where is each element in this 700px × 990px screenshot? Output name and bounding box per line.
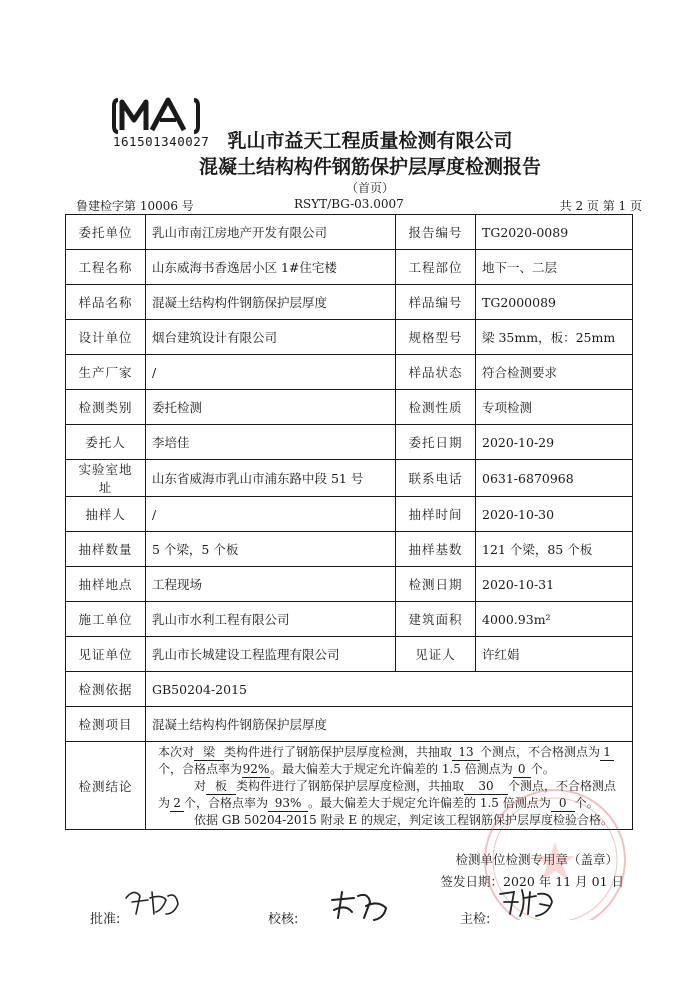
review-label: 校核: (268, 912, 299, 927)
row-value: 工程现场 (146, 567, 396, 602)
item-value: 混凝土结构构件钢筋保护层厚度 (146, 707, 633, 742)
table-row (66, 425, 633, 460)
issue-date: 签发日期：2020 年 11 月 01 日 (440, 874, 624, 889)
row-label: 施工单位 (66, 602, 146, 637)
row-value: 2020-10-31 (476, 567, 633, 602)
beam-points-value: 13 (452, 745, 480, 761)
conclusion-paragraph-judgement (158, 812, 620, 829)
row-label: 见证单位 (66, 637, 146, 672)
row-label: 工程部位 (396, 250, 476, 285)
text-segment: 个。 (530, 762, 555, 776)
text-segment: 。最大偏差大于规定允许偏差的 1.5 倍测点为 (308, 796, 551, 810)
text-segment: 类构件进行了钢筋保护层厚度检测，共抽取 (224, 745, 453, 759)
row-value: TG2020-0089 (476, 215, 633, 250)
row-value: 山东省威海市乳山市浦东路中段 51 号 (146, 460, 396, 497)
table-row (66, 460, 633, 497)
row-label: 规格型号 (396, 320, 476, 355)
row-label: 样品状态 (396, 355, 476, 390)
row-label: 抽样基数 (396, 532, 476, 567)
table-row (66, 497, 633, 532)
row-label: 抽样时间 (396, 497, 476, 532)
row-label: 实验室地址 (66, 460, 146, 497)
basis-label: 检测依据 (66, 672, 146, 707)
table-row (66, 567, 633, 602)
table-row (66, 355, 633, 390)
table-row (66, 602, 633, 637)
slab-max-value: 0 (551, 796, 575, 812)
row-value: 专项检测 (476, 390, 633, 425)
row-value: 梁 35mm，板：25mm (476, 320, 633, 355)
reviewer-signature (328, 888, 392, 924)
beam-fail-value: 1 (600, 745, 614, 761)
row-label: 检测性质 (396, 390, 476, 425)
text-segment: 对 (194, 779, 207, 793)
row-value: / (146, 355, 396, 390)
text-segment: 依据 GB 50204-2015 附录 E 的规定，判定该工程钢筋保护层厚度检验合格。 (194, 813, 614, 827)
row-value: 乳山市长城建设工程监理有限公司 (146, 637, 396, 672)
row-value: 121 个梁，85 个板 (476, 532, 633, 567)
row-value: 5 个梁，5 个板 (146, 532, 396, 567)
table-row (66, 320, 633, 355)
cert-number: 鲁建检字第 10006 号 (76, 199, 194, 213)
row-value: 山东威海书香逸居小区 1#住宅楼 (146, 250, 396, 285)
text-segment: 个。 (574, 796, 599, 810)
row-label: 抽样数量 (66, 532, 146, 567)
table-row (66, 390, 633, 425)
table-row (66, 285, 633, 320)
table-row (66, 532, 633, 567)
row-label: 检测日期 (396, 567, 476, 602)
company-name: 乳山市益天工程质量检测有限公司 (227, 130, 513, 152)
beam-type-value: 梁 (194, 745, 224, 761)
text-segment: 个测点，不合格测点为 (480, 745, 601, 759)
row-label: 委托单位 (66, 215, 146, 250)
row-label: 报告编号 (396, 215, 476, 250)
slab-type-value: 板 (206, 779, 236, 795)
beam-rate-value: 92% (242, 762, 270, 776)
basis-row (66, 672, 633, 707)
page-marker: （首页） (345, 181, 394, 195)
text-segment: 类构件进行了钢筋保护层厚度检测，共抽取 (236, 779, 465, 793)
row-label: 抽样地点 (66, 567, 146, 602)
text-segment: 个，合格点率为 (158, 762, 243, 776)
row-value: 混凝土结构构件钢筋保护层厚度 (146, 285, 396, 320)
beam-max-value: 0 (513, 762, 531, 778)
approve-label: 批准: (90, 912, 121, 927)
row-label: 设计单位 (66, 320, 146, 355)
report-title: 混凝土结构构件钢筋保护层厚度检测报告 (198, 156, 541, 178)
conclusion-row (66, 742, 633, 830)
doc-code: RSYT/BG-03.0007 (294, 197, 404, 211)
row-value: TG2000089 (476, 285, 633, 320)
conclusion-paragraph-beam (158, 744, 620, 778)
conclusion-paragraph-slab (158, 778, 620, 812)
row-value: 2020-10-29 (476, 425, 633, 460)
row-value: 委托检测 (146, 390, 396, 425)
text-segment: 个测点，不合格测点为 (158, 779, 617, 810)
text-segment: 。最大偏差大于规定允许偏差的 1.5 倍测点为 (270, 762, 513, 776)
row-label: 检测类别 (66, 390, 146, 425)
row-label: 样品编号 (396, 285, 476, 320)
row-label: 生产厂家 (66, 355, 146, 390)
row-label: 联系电话 (396, 460, 476, 497)
row-value: 地下一、二层 (476, 250, 633, 285)
slab-rate-value: 93% (268, 796, 308, 812)
row-value: 4000.93m² (476, 602, 633, 637)
text-segment: 个，合格点率为 (184, 796, 269, 810)
basis-value: GB50204-2015 (146, 672, 633, 707)
item-row (66, 707, 633, 742)
page-info: 共 2 页 第 1 页 (559, 199, 642, 213)
row-label: 工程名称 (66, 250, 146, 285)
test-label: 主检: (460, 912, 491, 927)
table-row (66, 637, 633, 672)
conclusion-cell (146, 742, 633, 889)
row-value: 0631-6870968 (476, 460, 633, 497)
row-value: 乳山市水利工程有限公司 (146, 602, 396, 637)
approver-signature (122, 884, 182, 920)
tester-signature (496, 884, 556, 922)
conclusion-text (152, 742, 626, 829)
conclusion-label: 检测结论 (66, 742, 146, 830)
row-value: 符合检测要求 (476, 355, 633, 390)
cma-code: 161501340027 (113, 134, 210, 149)
table-row (66, 215, 633, 250)
row-value: 许红娟 (476, 637, 633, 672)
stamp-caption: 检测单位检测专用章（盖章） (455, 852, 618, 867)
row-value: 烟台建筑设计有限公司 (146, 320, 396, 355)
slab-points-value: 30 (464, 779, 508, 795)
table-row (66, 250, 633, 285)
row-label: 委托日期 (396, 425, 476, 460)
row-label: 样品名称 (66, 285, 146, 320)
report-table (65, 214, 633, 889)
row-label: 见证人 (396, 637, 476, 672)
row-label: 建筑面积 (396, 602, 476, 637)
text-segment: 本次对 (158, 745, 195, 759)
row-label: 抽样人 (66, 497, 146, 532)
slab-fail-value: 2 (170, 796, 184, 812)
row-label: 委托人 (66, 425, 146, 460)
row-value: / (146, 497, 396, 532)
item-label: 检测项目 (66, 707, 146, 742)
row-value: 李培佳 (146, 425, 396, 460)
row-value: 2020-10-30 (476, 497, 633, 532)
row-value: 乳山市南江房地产开发有限公司 (146, 215, 396, 250)
